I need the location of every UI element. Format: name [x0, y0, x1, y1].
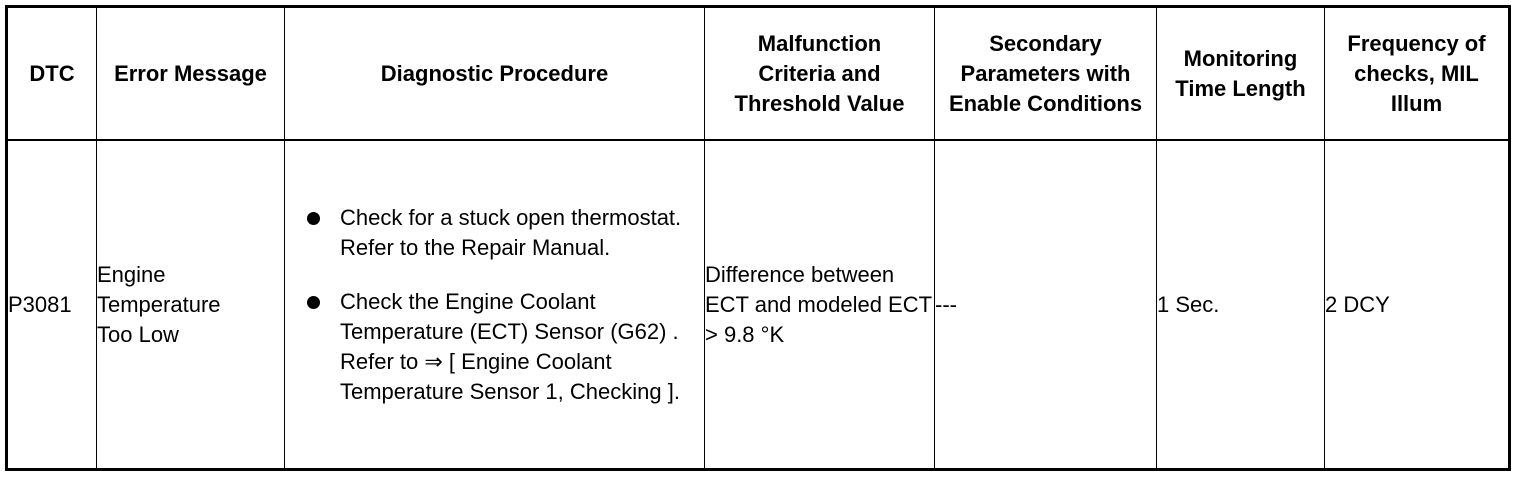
monitoring-time: 1 Sec. [1157, 140, 1325, 470]
frequency: 2 DCY [1325, 140, 1510, 470]
header-secondary-parameters: Secondary Parameters with Enable Conditions [935, 7, 1157, 141]
procedure-step-text: Check for a stuck open thermostat. Refer to the Repair Manual. [340, 204, 682, 260]
header-row [7, 7, 1510, 141]
bullet-icon [307, 212, 320, 225]
diagnostic-procedure [285, 140, 705, 470]
header-frequency: Frequency of checks, MIL Illum [1325, 7, 1510, 141]
dtc-code: P3081 [7, 140, 97, 470]
header-error-message: Error Message [97, 7, 285, 141]
procedure-step [285, 287, 704, 407]
malfunction-criteria: Difference between ECT and modeled ECT > 9.8 °K [705, 140, 935, 470]
bullet-icon [307, 296, 320, 309]
table-row [7, 140, 1510, 470]
procedure-list [285, 203, 704, 407]
procedure-step [285, 203, 704, 263]
header-dtc: DTC [7, 7, 97, 141]
header-diagnostic-procedure: Diagnostic Procedure [285, 7, 705, 141]
header-monitoring-time: Monitoring Time Length [1157, 7, 1325, 141]
header-malfunction-criteria: Malfunction Criteria and Threshold Value [705, 7, 935, 141]
procedure-step-text: Check the Engine Coolant Temperature (ECT) Sensor (G62) . Refer to ⇒ [ Engine Coolant Temperature Sensor 1, Checking ]. [340, 288, 680, 404]
error-message: Engine Temperature Too Low [97, 140, 285, 470]
secondary-parameters: --- [935, 140, 1157, 470]
dtc-table [5, 5, 1511, 471]
